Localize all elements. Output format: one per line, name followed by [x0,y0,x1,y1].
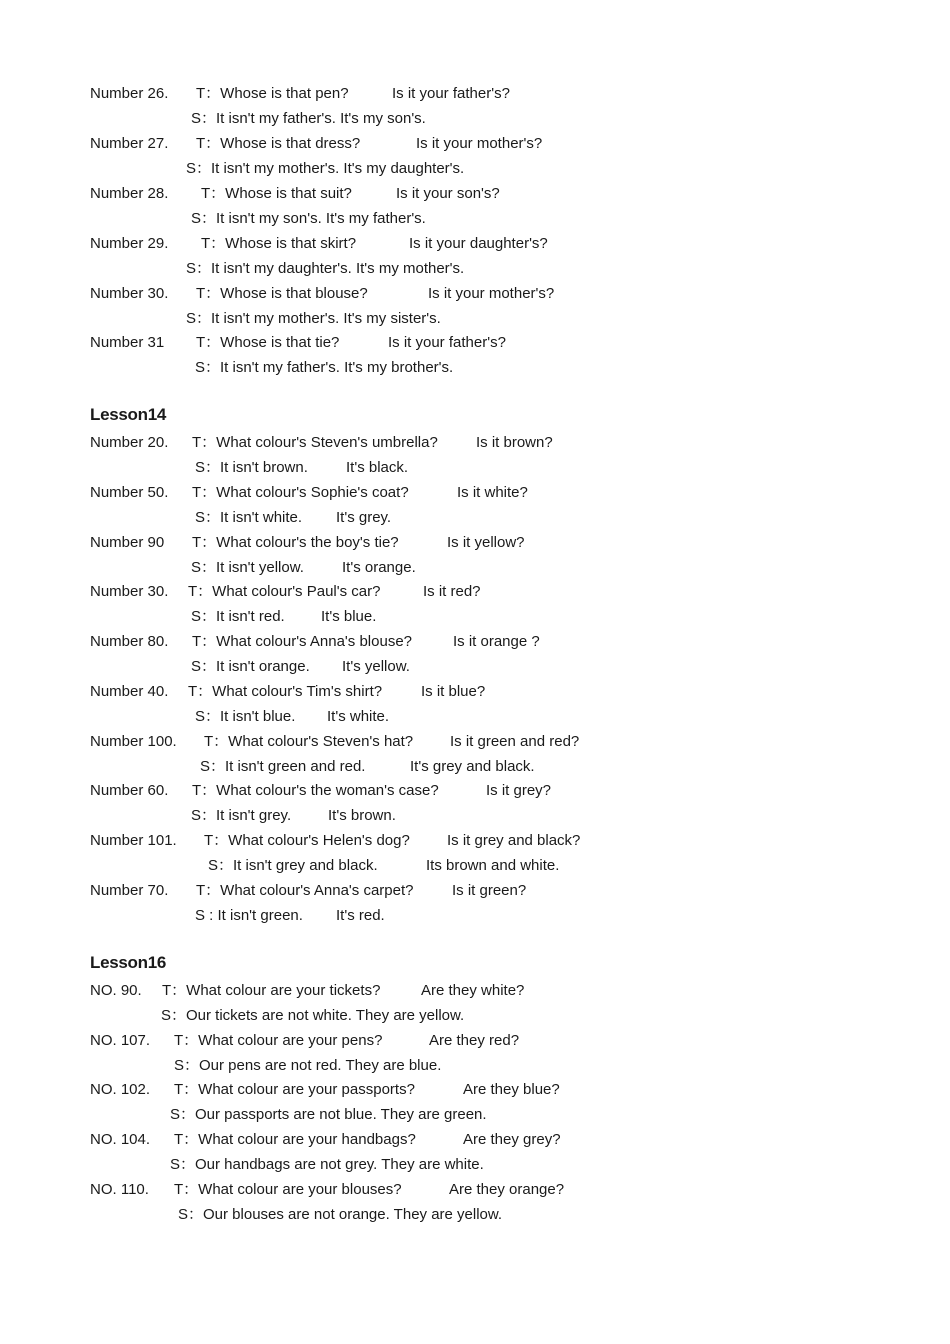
item-number: Number 80. [90,633,169,650]
student-answer: S：It isn't blue. [195,708,296,725]
item-number: Number 27. [90,135,169,152]
student-answer: S：It isn't grey and black. [208,857,378,874]
teacher-followup: Is it your mother's? [416,135,543,152]
dialogue-teacher-line [0,580,950,604]
teacher-question: T：What colour's Paul's car? [188,583,381,600]
item-number: Number 26. [90,85,169,102]
teacher-question: T：What colour's Anna's blouse? [192,633,413,650]
dialogue-student-line [0,1054,950,1078]
teacher-followup: Is it your mother's? [428,285,555,302]
student-answer: S：Our blouses are not orange. They are yellow. [178,1206,503,1223]
item-number: NO. 104. [90,1131,151,1148]
student-answer: S：It isn't my daughter's. It's my mother's. [186,260,465,277]
teacher-question: T：What colour's Steven's umbrella? [192,434,438,451]
teacher-question: T：What colour's Helen's dog? [204,832,410,849]
teacher-question: T：What colour's the boy's tie? [192,534,399,551]
dialogue-teacher-line [0,431,950,455]
dialogue-student-line [0,1153,950,1177]
item-number: Number 30. [90,583,169,600]
dialogue-student-line [0,655,950,679]
student-correction: It's grey. [336,509,392,526]
teacher-question: T：What colour's Sophie's coat? [192,484,409,501]
teacher-question: T：What colour are your pens? [174,1032,383,1049]
dialogue-student-line [0,157,950,181]
dialogue-student-line [0,307,950,331]
item-number: NO. 90. [90,982,142,999]
dialogue-teacher-line [0,232,950,256]
teacher-question: T：Whose is that pen? [196,85,349,102]
student-answer: S：It isn't brown. [195,459,308,476]
dialogue-teacher-line [0,829,950,853]
dialogue-student-line [0,207,950,231]
item-number: Number 60. [90,782,169,799]
item-number: NO. 110. [90,1181,149,1198]
teacher-followup: Is it orange ? [453,633,540,650]
item-number: Number 101. [90,832,177,849]
student-answer: S：It isn't red. [191,608,285,625]
student-answer: S：It isn't my father's. It's my son's. [191,110,426,127]
teacher-followup: Are they orange? [449,1181,565,1198]
dialogue-student-line [0,804,950,828]
dialogue-student-line [0,257,950,281]
student-answer: S：It isn't green and red. [200,758,366,775]
item-number: Number 30. [90,285,169,302]
item-number: Number 50. [90,484,169,501]
dialogue-student-line [0,356,950,380]
dialogue-teacher-line [0,1078,950,1102]
teacher-followup: Is it yellow? [447,534,525,551]
student-correction: It's white. [327,708,390,725]
teacher-followup: Are they red? [429,1032,520,1049]
item-number: NO. 102. [90,1081,151,1098]
student-answer: S：Our tickets are not white. They are yellow. [161,1007,465,1024]
dialogue-student-line [0,506,950,530]
student-answer: S：It isn't my mother's. It's my daughter's. [186,160,465,177]
dialogue-student-line [0,705,950,729]
teacher-question: T：What colour's Anna's carpet? [196,882,414,899]
dialogue-teacher-line [0,282,950,306]
item-number: Number 31 [90,334,165,351]
teacher-followup: Are they grey? [463,1131,561,1148]
teacher-question: T：Whose is that dress? [196,135,361,152]
teacher-followup: Is it your father's? [388,334,506,351]
dialogue-student-line [0,1203,950,1227]
dialogue-teacher-line [0,1128,950,1152]
dialogue-teacher-line [0,680,950,704]
student-answer: S : It isn't green. [195,907,303,924]
teacher-followup: Are they white? [421,982,525,999]
teacher-followup: Are they blue? [463,1081,560,1098]
dialogue-student-line [0,904,950,928]
dialogue-teacher-line [0,1178,950,1202]
item-number: Number 100. [90,733,177,750]
student-answer: S：Our passports are not blue. They are green. [170,1106,487,1123]
dialogue-student-line [0,1004,950,1028]
student-answer: S：It isn't my father's. It's my brother's. [195,359,454,376]
item-number: Number 40. [90,683,169,700]
student-answer: S：It isn't my mother's. It's my sister's. [186,310,441,327]
student-answer: S：It isn't my son's. It's my father's. [191,210,426,227]
student-correction: It's red. [336,907,385,924]
lesson-heading: Lesson16 [90,953,167,972]
student-correction: It's yellow. [342,658,410,675]
dialogue-student-line [0,854,950,878]
item-number: Number 29. [90,235,169,252]
teacher-followup: Is it brown? [476,434,553,451]
teacher-followup: Is it your daughter's? [409,235,548,252]
dialogue-teacher-line [0,82,950,106]
lesson-heading: Lesson14 [90,405,167,424]
student-correction: It's blue. [321,608,377,625]
teacher-followup: Is it green and red? [450,733,580,750]
teacher-followup: Is it green? [452,882,527,899]
student-answer: S：Our pens are not red. They are blue. [174,1057,442,1074]
dialogue-teacher-line [0,182,950,206]
teacher-question: T：What colour are your blouses? [174,1181,402,1198]
teacher-question: T：What colour are your passports? [174,1081,415,1098]
teacher-question: T：Whose is that skirt? [201,235,357,252]
dialogue-teacher-line [0,779,950,803]
student-answer: S：It isn't yellow. [191,559,304,576]
student-correction: It's brown. [328,807,396,824]
item-number: Number 70. [90,882,169,899]
dialogue-student-line [0,605,950,629]
teacher-followup: Is it your son's? [396,185,500,202]
dialogue-teacher-line [0,531,950,555]
item-number: NO. 107. [90,1032,151,1049]
dialogue-student-line [0,107,950,131]
dialogue-teacher-line [0,879,950,903]
student-answer: S：It isn't white. [195,509,303,526]
teacher-followup: Is it white? [457,484,528,501]
item-number: Number 90 [90,534,165,551]
student-correction: It's orange. [342,559,416,576]
student-answer: S：Our handbags are not grey. They are white. [170,1156,484,1173]
teacher-question: T：What colour's Steven's hat? [204,733,414,750]
teacher-question: T：Whose is that blouse? [196,285,368,302]
dialogue-teacher-line [0,979,950,1003]
dialogue-teacher-line [0,481,950,505]
student-answer: S：It isn't grey. [191,807,292,824]
teacher-question: T：What colour's the woman's case? [192,782,439,799]
dialogue-student-line [0,556,950,580]
dialogue-teacher-line [0,630,950,654]
teacher-followup: Is it grey? [486,782,552,799]
dialogue-student-line [0,1103,950,1127]
teacher-question: T：Whose is that suit? [201,185,352,202]
item-number: Number 20. [90,434,169,451]
dialogue-teacher-line [0,331,950,355]
student-correction: It's black. [346,459,409,476]
teacher-followup: Is it blue? [421,683,486,700]
teacher-question: T：What colour's Tim's shirt? [188,683,383,700]
dialogue-teacher-line [0,132,950,156]
teacher-followup: Is it your father's? [392,85,510,102]
teacher-question: T：What colour are your handbags? [174,1131,416,1148]
student-correction: It's grey and black. [410,758,535,775]
student-correction: Its brown and white. [426,857,560,874]
teacher-followup: Is it red? [423,583,481,600]
teacher-question: T：What colour are your tickets? [162,982,381,999]
dialogue-teacher-line [0,730,950,754]
teacher-question: T：Whose is that tie? [196,334,340,351]
teacher-followup: Is it grey and black? [447,832,581,849]
dialogue-student-line [0,456,950,480]
student-answer: S：It isn't orange. [191,658,310,675]
dialogue-student-line [0,755,950,779]
dialogue-teacher-line [0,1029,950,1053]
item-number: Number 28. [90,185,169,202]
